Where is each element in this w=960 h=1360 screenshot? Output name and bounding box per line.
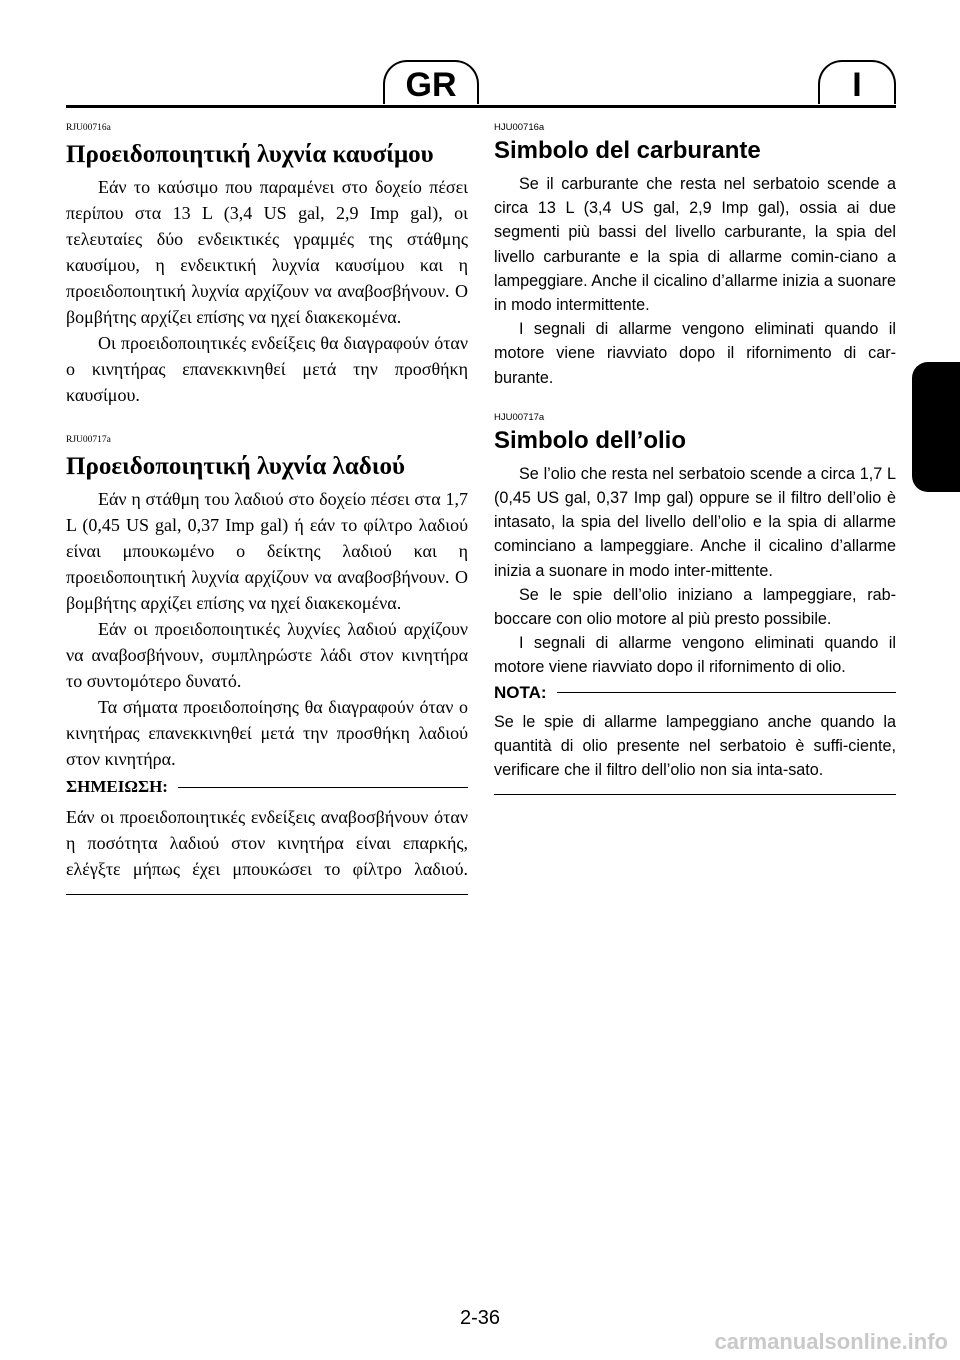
paragraph: Εάν το καύσιμο που παραμένει στο δοχείο πέσει περίπου στα 13 L (3,4 US gal, 2,9 Imp gal), οι τελευταίες δύο ενδεικτικές γραμμές της στάθμης καυσίμου, η ενδεικτική λυχνία καυσίμου και η προειδοποιητική λυχνία αρχίζουν να αναβοσβήνουν. Ο βομβήτης αρχίζει επίσης να ηχεί διακεκομένα. <box>66 177 468 327</box>
section-title: Προειδοποιητική λυχνία καυσίμου <box>66 141 434 168</box>
note-text: Se le spie di allarme lampeggiano anche quando la quantità di olio presente nel serbatoio è suffi-ciente, verificare che il filtro dell’olio non sia inta-sato. <box>494 712 896 780</box>
note-heading <box>66 774 468 800</box>
note-label: ΣΗΜΕΙΩΣΗ: <box>66 777 168 796</box>
chapter-tab <box>912 362 960 492</box>
section-code: RJU00717a <box>66 435 111 445</box>
page-number: 2-36 <box>459 1307 501 1329</box>
paragraph: Εάν οι προειδοποιητικές λυχνίες λαδιού αρχίζουν να αναβοσβήνουν, συμπληρώστε λάδι στον κινητήρα το συντομότερο δυνατό. <box>66 619 468 691</box>
paragraph: Εάν η στάθμη του λαδιού στο δοχείο πέσει στα 1,7 L (0,45 US gal, 0,37 Imp gal) ή εάν το φίλτρο λαδιού είναι μπουκωμένο ο δείκτης λαδιού και η προειδοποιητική λυχνία αρχίζουν να αναβοσβήνουν. Ο βομβήτης αρχίζει επίσης να ηχεί διακεκομένα. <box>66 489 468 613</box>
paragraph: Τα σήματα προειδοποίησης θα διαγραφούν όταν ο κινητήρας επανεκκινηθεί μετά την προσθήκη λαδιού στον κινητήρα. <box>66 697 468 769</box>
header-rule <box>66 105 896 108</box>
note-end-rule <box>494 794 896 795</box>
paragraph: Οι προειδοποιητικές ενδείξεις θα διαγραφούν όταν ο κινητήρας επανεκκινηθεί μετά την προσθήκη καυσίμου. <box>66 333 468 405</box>
language-badge-i: I <box>818 60 896 104</box>
note-text: Εάν οι προειδοποιητικές ενδείξεις αναβοσβήνουν όταν η ποσότητα λαδιού στον κινητήρα είναι επαρκής, ελέγξτε μήπως έχει μπουκώσει το φίλτρο λαδιού. <box>66 807 468 879</box>
paragraph: Se il carburante che resta nel serbatoio scende a circa 13 L (3,4 US gal, 2,9 Imp gal), ossia ai due segmenti più bassi del livello carburante, la spia del livello carburante e la spia di allarme comin-ciano a lampeggiare. Anche il cicalino d’allarme inizia a suonare in modo intermittente. <box>494 175 896 315</box>
paragraph: I segnali di allarme vengono eliminati quando il motore viene riavviato dopo il rifornimento di car-burante. <box>494 320 896 387</box>
italian-column <box>494 122 896 795</box>
paragraph: Se le spie dell’olio iniziano a lampeggiare, rab-boccare con olio motore al più presto possibile. <box>494 585 896 629</box>
note-end-rule <box>66 894 468 895</box>
watermark: carmanualsonline.info <box>714 1329 948 1354</box>
section-code: HJU00716a <box>494 122 545 133</box>
section-code: RJU00716a <box>66 123 111 133</box>
paragraph: Se l’olio che resta nel serbatoio scende a circa 1,7 L (0,45 US gal, 0,37 Imp gal) oppure se il filtro dell’olio è intasato, la spia del livello dell’olio e la spia di allarme cominciano a lampeggiare. Anche il cicalino d’allarme inizia a suonare in modo inter-mittente. <box>494 464 896 580</box>
section-title: Simbolo del carburante <box>494 137 761 164</box>
paragraph: I segnali di allarme vengono eliminati quando il motore viene riavviato dopo il rifornimento di olio. <box>494 634 896 677</box>
section-code: HJU00717a <box>494 411 545 423</box>
note-rule <box>178 787 468 788</box>
language-badge-gr: GR <box>383 60 479 104</box>
note-heading <box>494 682 896 704</box>
note-rule <box>557 692 896 693</box>
note-label: NOTA: <box>494 682 547 702</box>
section-title: Προειδοποιητική λυχνία λαδιού <box>66 453 405 480</box>
greek-column <box>66 122 468 895</box>
section-title: Simbolo dell’olio <box>494 426 686 454</box>
